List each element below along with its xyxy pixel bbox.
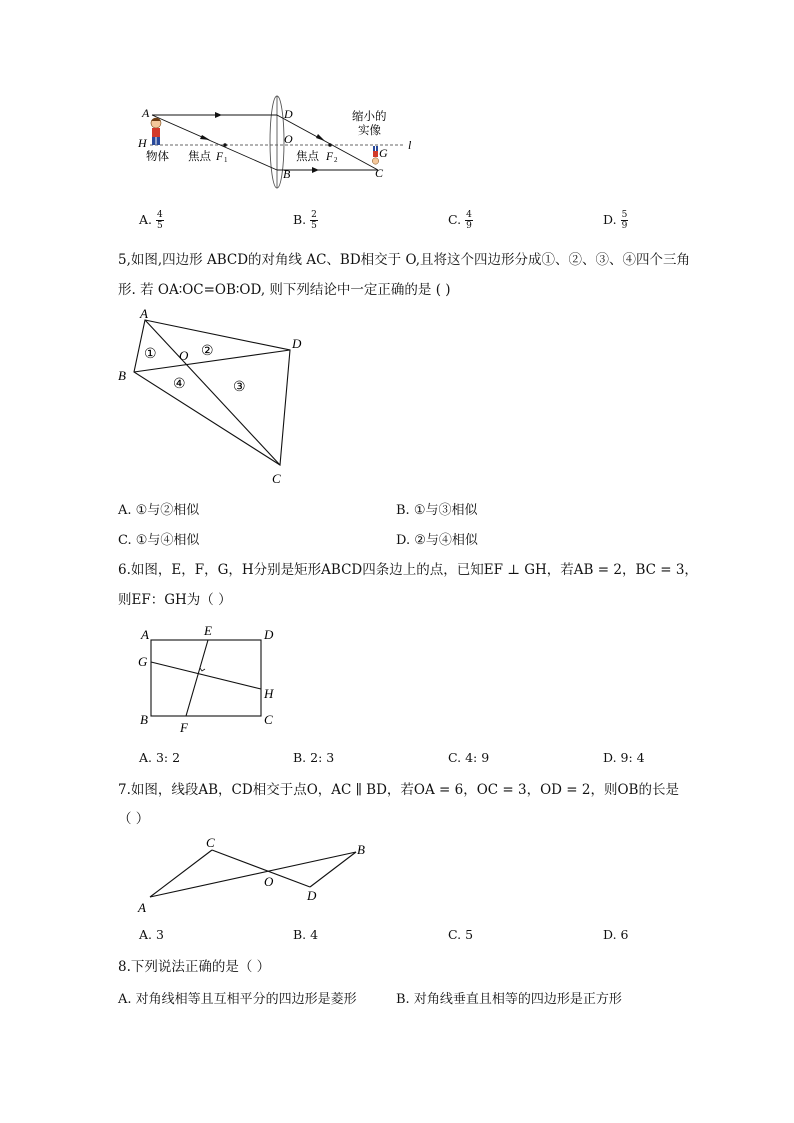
q6-label-g: G bbox=[138, 654, 148, 669]
q5-option-c: C. ①与④相似 bbox=[118, 533, 200, 548]
q6-stem-line2: 则EF：GH为（ ） bbox=[118, 592, 232, 608]
q8-stem-line1: 8.下列说法正确的是（ ） bbox=[118, 959, 271, 975]
label-h: H bbox=[138, 136, 147, 150]
q7-segments-figure bbox=[130, 832, 380, 917]
q7-option-d: D. 6 bbox=[603, 927, 629, 942]
q5-region-2: ② bbox=[201, 344, 214, 359]
q6-rectangle-figure bbox=[132, 620, 292, 740]
q5-region-3: ③ bbox=[233, 380, 246, 395]
label-f1: F bbox=[216, 151, 224, 163]
focal-point-f1 bbox=[223, 143, 227, 147]
ray-ab bbox=[152, 115, 277, 170]
q5-option-d: D. ②与④相似 bbox=[396, 533, 478, 548]
label-a: A bbox=[142, 106, 150, 120]
label-b: B bbox=[283, 167, 291, 181]
image-person-icon bbox=[372, 146, 378, 164]
focal-point-f2 bbox=[328, 143, 332, 147]
q5-region-4: ④ bbox=[173, 377, 186, 392]
q5-label-d: D bbox=[292, 336, 302, 351]
q4-option-b: B. $\frac{2}{5}$ bbox=[293, 210, 317, 231]
q6-label-b: B bbox=[140, 712, 148, 727]
q7-label-a: A bbox=[138, 900, 146, 915]
label-f1-sub: 1 bbox=[224, 156, 228, 164]
q5-label-c: C bbox=[272, 471, 281, 486]
q6-label-h: H bbox=[264, 686, 274, 701]
q7-option-c: C. 5 bbox=[448, 927, 474, 942]
q6-label-a: A bbox=[141, 627, 149, 642]
q5-option-a: A. ①与②相似 bbox=[118, 503, 200, 518]
q4-option-d: D. $\frac{5}{9}$ bbox=[603, 210, 628, 231]
q5-stem-line2: 形. 若 OA∶OC=OB∶OD, 则下列结论中一定正确的是 ( ) bbox=[118, 282, 451, 298]
q6-label-c: C bbox=[264, 712, 273, 727]
label-l: l bbox=[408, 138, 412, 152]
q8-option-b: B. 对角线垂直且相等的四边形是正方形 bbox=[396, 992, 622, 1007]
q6-stem-line1: 6.如图，E，F，G，H分别是矩形ABCD四条边上的点，已知EF ⊥ GH，若AB = 2，BC = 3， bbox=[118, 562, 698, 578]
q7-label-d: D bbox=[307, 888, 317, 903]
label-c: C bbox=[375, 166, 384, 180]
label-f2: F bbox=[326, 151, 334, 163]
object-text: 物体 bbox=[146, 149, 169, 163]
q5-label-a: A bbox=[140, 306, 148, 321]
q5-quadrilateral-figure bbox=[112, 305, 322, 490]
q7-label-b: B bbox=[357, 842, 365, 857]
q7-label-o: O bbox=[264, 874, 274, 889]
q5-region-1: ① bbox=[144, 347, 157, 362]
label-o: O bbox=[284, 132, 293, 146]
label-g: G bbox=[379, 146, 388, 160]
q7-label-c: C bbox=[206, 835, 215, 850]
label-f2-sub: 2 bbox=[334, 156, 338, 164]
lens-diagram bbox=[130, 92, 430, 192]
q6-label-e: E bbox=[204, 623, 212, 638]
q7-stem-line2: （ ） bbox=[118, 811, 150, 827]
label-d: D bbox=[284, 107, 293, 121]
q7-option-b: B. 4 bbox=[293, 927, 319, 942]
q6-option-a: A. 3: 2 bbox=[139, 750, 181, 765]
q7-option-a: A. 3 bbox=[139, 927, 164, 942]
q6-label-f: F bbox=[180, 720, 188, 735]
q6-label-d: D bbox=[264, 627, 274, 642]
q6-option-d: D. 9: 4 bbox=[603, 750, 645, 765]
q5-label-b: B bbox=[118, 368, 126, 383]
q5-stem-line1: 5,如图,四边形 ABCD的对角线 AC、BD相交于 O,且将这个四边形分成①、②、③、④四个三角 bbox=[118, 252, 691, 268]
focus2-text: 焦点 bbox=[296, 149, 319, 163]
q6-option-b: B. 2: 3 bbox=[293, 750, 335, 765]
q8-option-a: A. 对角线相等且互相平分的四边形是菱形 bbox=[118, 992, 357, 1007]
focus1-text: 焦点 bbox=[188, 149, 211, 163]
q7-stem-line1: 7.如图，线段AB，CD相交于点O，AC ∥ BD，若OA = 6，OC = 3，OD = 2，则OB的长是 bbox=[118, 782, 679, 798]
q5-label-o: O bbox=[179, 348, 189, 363]
q4-option-a: A. $\frac{4}{5}$ bbox=[139, 210, 163, 231]
q4-option-c: C. $\frac{4}{9}$ bbox=[448, 210, 472, 231]
object-person-icon bbox=[151, 118, 161, 145]
image-text-2: 实像 bbox=[358, 123, 381, 137]
image-text-1: 缩小的 bbox=[352, 109, 387, 123]
q6-option-c: C. 4: 9 bbox=[448, 750, 490, 765]
q5-option-b: B. ①与③相似 bbox=[396, 503, 478, 518]
